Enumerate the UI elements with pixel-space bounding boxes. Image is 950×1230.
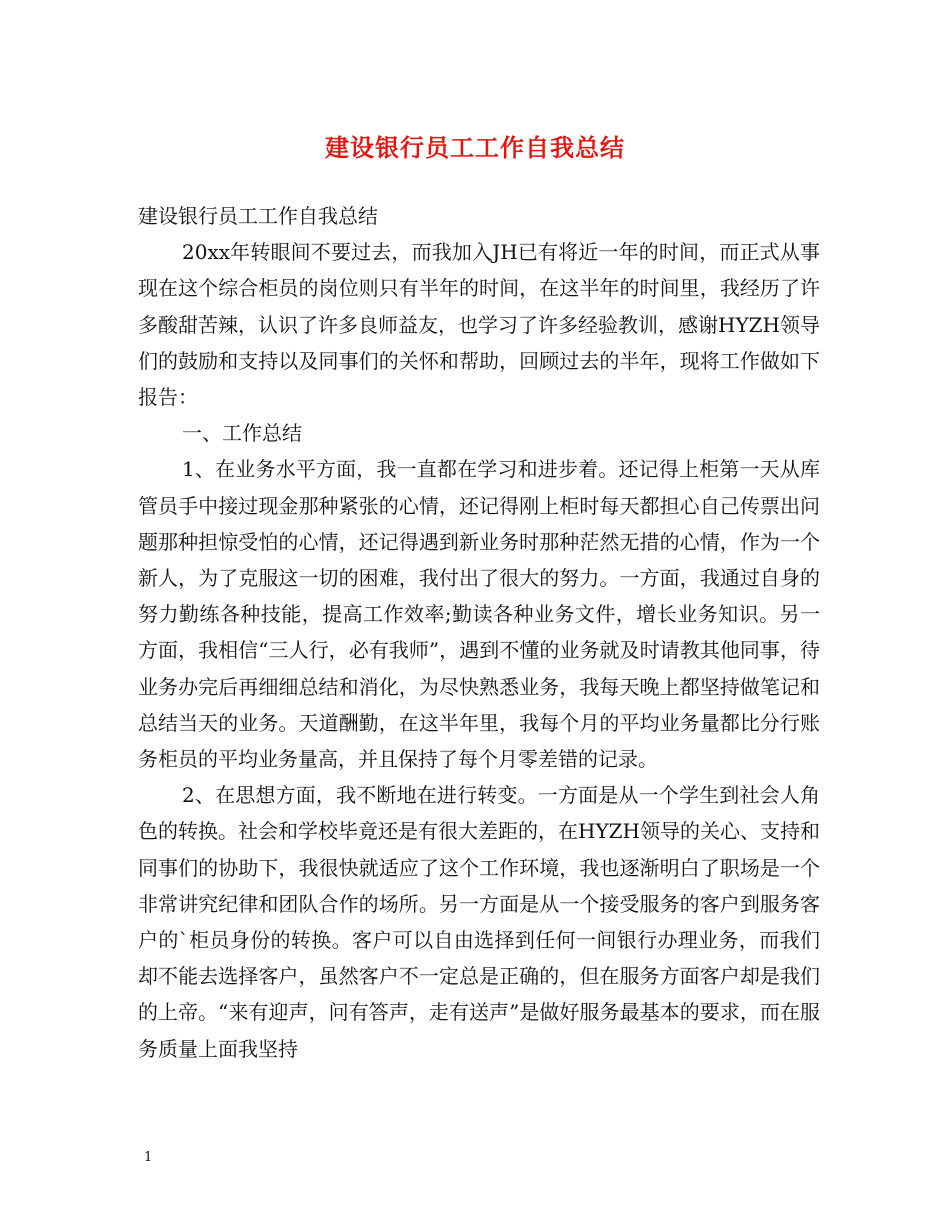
document-body [138,198,820,1067]
document-title: 建设银行员工工作自我总结 [325,133,625,162]
section-heading: 一、工作总结 [182,421,302,446]
paragraph: 1、在业务水平方面，我一直都在学习和进步着。还记得上柜第一天从库管员手中接过现金那种紧张的心情，还记得刚上柜时每天都担心自己传票出问题那种担惊受怕的心情，还记得遇到新业务时那种茫然无措的心情，作为一个新人，为了克服这一切的困难，我付出了很大的努力。一方面，我通过自身的努力勤练各种技能，提高工作效率;勤读各种业务文件，增长业务知识。另一方面，我相信“三人行，必有我师”，遇到不懂的业务就及时请教其他同事，待业务办完后再细细总结和消化，为尽快熟悉业务，我每天晚上都坚持做笔记和总结当天的业务。天道酬勤，在这半年里，我每个月的平均业务量都比分行账务柜员的平均业务量高，并且保持了每个月零差错的记录。 [138,457,820,772]
page-number: 1 [144,1150,153,1165]
paragraph: 20xx年转眼间不要过去，而我加入JH已有将近一年的时间，而正式从事现在这个综合柜员的岗位则只有半年的时间，在这半年的时间里，我经历了许多酸甜苦辣，认识了许多良师益友，也学习了许多经验教训，感谢HYZH领导们的鼓励和支持以及同事们的关怀和帮助，回顾过去的半年，现将工作做如下报告： [138,240,820,410]
paragraph: 建设银行员工工作自我总结 [138,204,378,228]
paragraph: 2、在思想方面，我不断地在进行转变。一方面是从一个学生到社会人角色的转换。社会和学校毕竟还是有很大差距的，在HYZH领导的关心、支持和同事们的协助下，我很快就适应了这个工作环境，我也逐渐明白了职场是一个非常讲究纪律和团队合作的场所。另一方面是从一个接受服务的客户到服务客户的`柜员身份的转换。客户可以自由选择到任何一间银行办理业务，而我们却不能去选择客户，虽然客户不一定总是正确的，但在服务方面客户却是我们的上帝。“来有迎声，问有答声，走有送声”是做好服务最基本的要求，而在服务质量上面我坚持 [138,783,820,1061]
